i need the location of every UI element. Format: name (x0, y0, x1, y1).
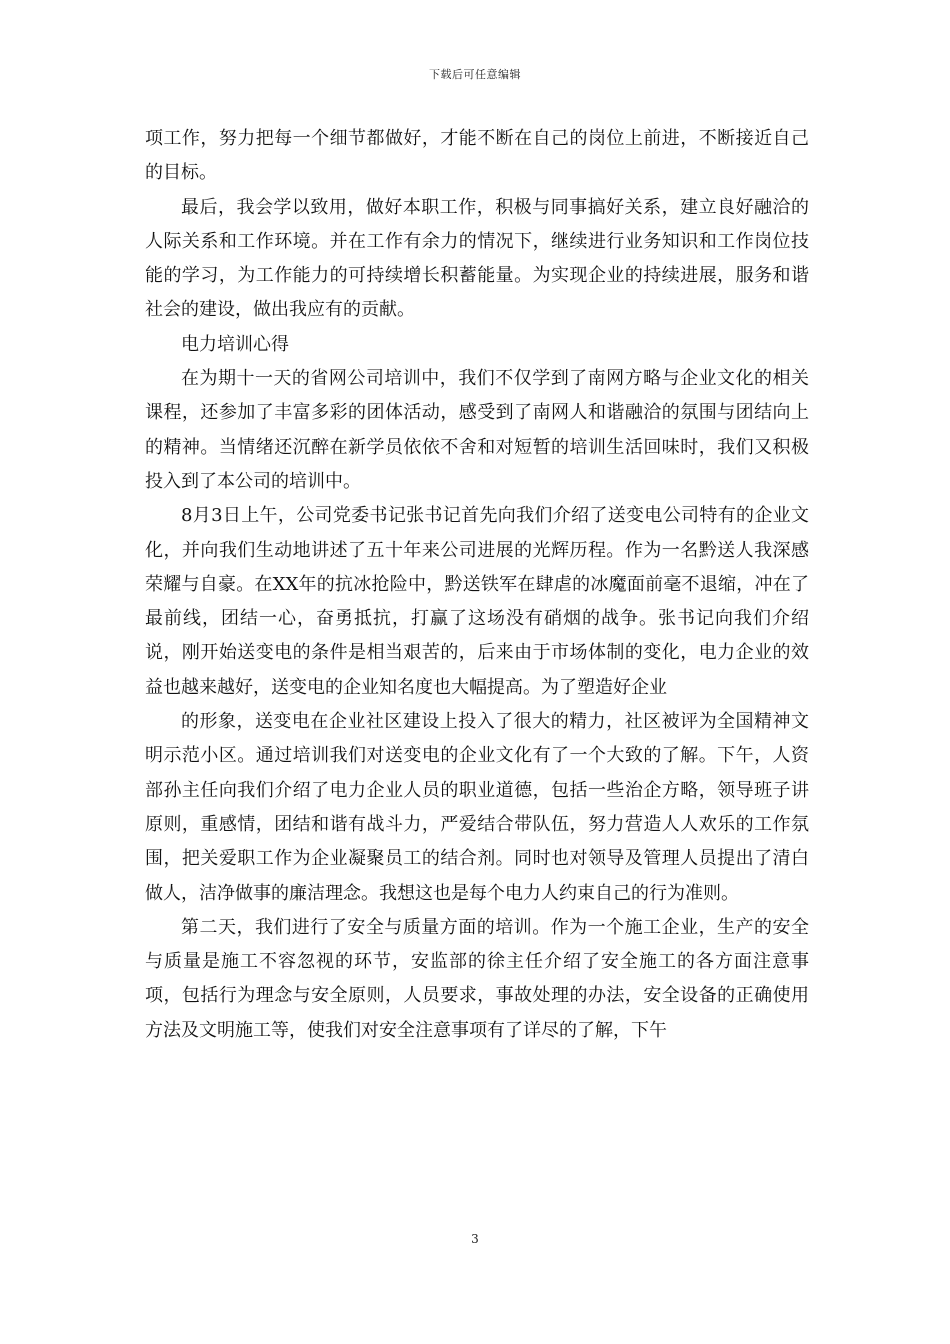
document-body (145, 122, 809, 1048)
paragraph: 项工作，努力把每一个细节都做好，才能不断在自己的岗位上前进，不断接近自己的目标。 (145, 128, 809, 184)
paragraph: 8月3日上午，公司党委书记张书记首先向我们介绍了送变电公司特有的企业文化，并向我们生动地讲述了五十年来公司进展的光辉历程。作为一名黔送人我深感荣耀与自豪。在XX年的抗冰抢险中，黔送铁军在肆虐的冰魔面前毫不退缩，冲在了最前线，团结一心，奋勇抵抗，打赢了这场没有硝烟的战争。张书记向我们介绍说，刚开始送变电的条件是相当艰苦的，后来由于市场体制的变化，电力企业的效益也越来越好，送变电的企业知名度也大幅提高。为了塑造好企业 (145, 505, 809, 698)
paragraph: 在为期十一天的省网公司培训中，我们不仅学到了南网方略与企业文化的相关课程，还参加了丰富多彩的团体活动，感受到了南网人和谐融洽的氛围与团结向上的精神。当情绪还沉醉在新学员依依不舍和对短暂的培训生活回味时，我们又积极投入到了本公司的培训中。 (145, 368, 809, 492)
section-heading: 电力培训心得 (181, 333, 289, 355)
page-number: 3 (471, 1232, 479, 1246)
paragraph: 第二天，我们进行了安全与质量方面的培训。作为一个施工企业，生产的安全与质量是施工不容忽视的环节，安监部的徐主任介绍了安全施工的各方面注意事项，包括行为理念与安全原则，人员要求，事故处理的办法，安全设备的正确使用方法及文明施工等，使我们对安全注意事项有了详尽的了解，下午 (145, 916, 809, 1041)
page-header: 下载后可任意编辑 (429, 68, 521, 81)
paragraph: 的形象，送变电在企业社区建设上投入了很大的精力，社区被评为全国精神文明示范小区。通过培训我们对送变电的企业文化有了一个大致的了解。下午，人资部孙主任向我们介绍了电力企业人员的职业道德，包括一些治企方略，领导班子讲原则，重感情，团结和谐有战斗力，严爱结合带队伍，努力营造人人欢乐的工作氛围，把关爱职工作为企业凝聚员工的结合剂。同时也对领导及管理人员提出了清白做人，洁净做事的廉洁理念。我想这也是每个电力人约束自己的行为准则。 (145, 711, 809, 904)
paragraph: 最后，我会学以致用，做好本职工作，积极与同事搞好关系，建立良好融洽的人际关系和工作环境。并在工作有余力的情况下，继续进行业务知识和工作岗位技能的学习，为工作能力的可持续增长积蓄能量。为实现企业的持续进展，服务和谐社会的建设，做出我应有的贡献。 (145, 196, 809, 321)
